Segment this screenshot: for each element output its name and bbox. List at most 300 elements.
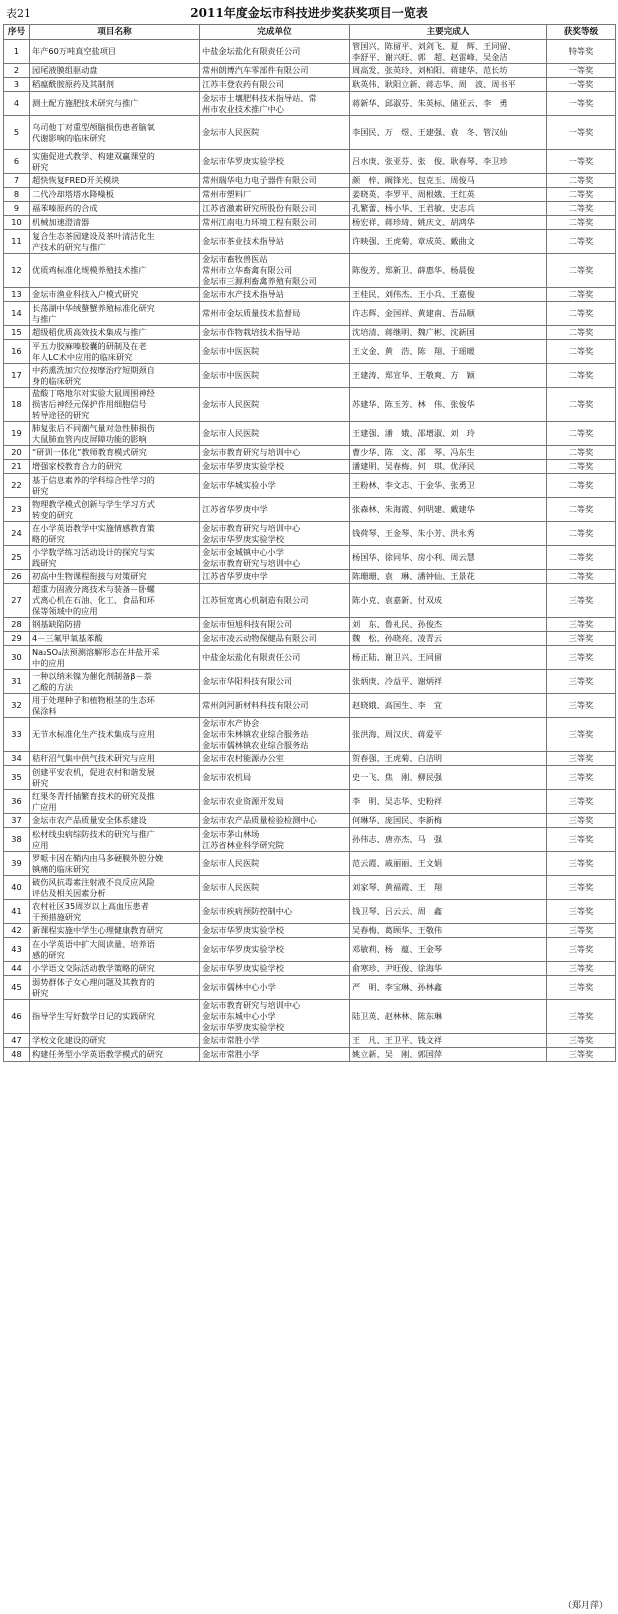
table-row [4,852,616,876]
main-contributors: 王粉林、李文志、于金华、张勇卫 [350,474,547,498]
award-level: 一等奖 [547,150,616,174]
main-contributors: 刘 东、鲁礼民、孙俊杰 [350,618,547,632]
row-number: 14 [4,302,30,326]
main-contributors: 张森林、朱海霞、何明建、戴建华 [350,498,547,522]
main-contributors: 钱荷琴、王金琴、朱小芳、洪永秀 [350,522,547,546]
row-number: 8 [4,188,30,202]
award-level: 二等奖 [547,230,616,254]
row-number: 32 [4,694,30,718]
project-name: Na₂SO₄法预测溶解形态在井盐开采 中的应用 [30,646,200,670]
main-contributors: 蒋新华、邱淑芬、朱英标、储亚云、李 勇 [350,92,547,116]
table-row [4,752,616,766]
award-level: 三等奖 [547,900,616,924]
completion-unit: 常州瑞华电力电子器件有限公司 [200,174,350,188]
main-contributors: 王文金、黄 浩、陈 翔、于瑶暖 [350,340,547,364]
award-level: 二等奖 [547,288,616,302]
project-name: 乌司他丁对重型颅脑损伤患者脑氧 代谢影响的临床研究 [30,116,200,150]
row-number: 27 [4,584,30,618]
award-level: 三等奖 [547,670,616,694]
completion-unit: 金坛市人民医院 [200,422,350,446]
project-name: 新课程实施中学生心理健康教育研究 [30,924,200,938]
main-contributors: 何琳华、庞国民、李新梅 [350,814,547,828]
row-number: 21 [4,460,30,474]
award-level: 二等奖 [547,174,616,188]
table-row [4,976,616,1000]
table-row [4,216,616,230]
table-row [4,694,616,718]
row-number: 47 [4,1034,30,1048]
award-table [3,24,616,1062]
project-name: 金坛市渔业科技入户模式研究 [30,288,200,302]
main-contributors: 周高发、张英玲、刘柏阳、蒋建华、范长坊 [350,64,547,78]
table-row [4,1034,616,1048]
award-level: 二等奖 [547,474,616,498]
table-row [4,938,616,962]
project-name: 一种以纳米镍为催化剂制备β－萘 乙酸的方法 [30,670,200,694]
table-row [4,446,616,460]
completion-unit: 金坛市畜牧兽医站 常州市立华畜禽有限公司 金坛市三源利畜禽养殖有限公司 [200,254,350,288]
project-name: 无节水标准化生产技术集成与应用 [30,718,200,752]
row-number: 25 [4,546,30,570]
award-level: 二等奖 [547,570,616,584]
main-contributors: 张洪海、周汉庆、蒋爱平 [350,718,547,752]
completion-unit: 金坛市恒旭科技有限公司 [200,618,350,632]
main-contributors: 邓敏莉、杨 蕴、王金琴 [350,938,547,962]
award-level: 三等奖 [547,694,616,718]
main-contributors: 俞寒珍、尹旺俊、徐海华 [350,962,547,976]
table-row [4,188,616,202]
award-level: 二等奖 [547,422,616,446]
main-contributors: 杨国华、徐同华、房小利、周云慧 [350,546,547,570]
main-contributors: 许志辉、金国祥、黄建南、吾品顺 [350,302,547,326]
row-number: 11 [4,230,30,254]
project-name: 小学数学练习活动设计的探究与实 践研究 [30,546,200,570]
editor-credit: （郑月萍） [562,1601,608,1611]
table-row [4,174,616,188]
completion-unit: 江苏省激素研究所股份有限公司 [200,202,350,216]
row-number: 41 [4,900,30,924]
completion-unit: 常州朗博汽车零部件有限公司 [200,64,350,78]
table-row [4,584,616,618]
table-row [4,474,616,498]
award-level: 二等奖 [547,216,616,230]
table-row [4,254,616,288]
row-number: 22 [4,474,30,498]
row-number: 23 [4,498,30,522]
completion-unit: 常州剑河新材料科技有限公司 [200,694,350,718]
award-level: 二等奖 [547,326,616,340]
row-number: 10 [4,216,30,230]
project-name: 小学语文交际活动教学策略的研究 [30,962,200,976]
award-level: 三等奖 [547,632,616,646]
table-row [4,460,616,474]
table-row [4,790,616,814]
project-name: 长荡湖中华绒螯蟹养殖标准化研究 与推广 [30,302,200,326]
row-number: 42 [4,924,30,938]
completion-unit: 金坛市华罗庚实验学校 [200,938,350,962]
award-level: 三等奖 [547,766,616,790]
project-name: 增强家校教育合力的研究 [30,460,200,474]
project-name: 弱势群体子女心理问题及其教育的 研究 [30,976,200,1000]
project-name: 超重力固液分离技术与装备－卧螺 式离心机在石油、化工、食品和环 保等领域中的应用 [30,584,200,618]
main-contributors: 孔繁蕾、杨小华、王君敏、史志兵 [350,202,547,216]
completion-unit: 金坛市人民医院 [200,876,350,900]
row-number: 39 [4,852,30,876]
award-level: 三等奖 [547,828,616,852]
main-contributors: 孙伟志、唐亦杰、马 强 [350,828,547,852]
completion-unit: 金坛市华罗庚实验学校 [200,460,350,474]
award-level: 三等奖 [547,852,616,876]
project-name: 松材线虫病综防技术的研究与推广 应用 [30,828,200,852]
row-number: 6 [4,150,30,174]
table-row [4,924,616,938]
project-name: 测土配方施肥技术研究与推广 [30,92,200,116]
project-name: 在小学英语教学中实施情感教育策 略的研究 [30,522,200,546]
completion-unit: 中盐金坛盐化有限责任公司 [200,40,350,64]
completion-unit: 江苏省华罗庚中学 [200,498,350,522]
table-row [4,498,616,522]
award-level: 二等奖 [547,522,616,546]
project-name: 园尾液膜组驱动盘 [30,64,200,78]
project-name: 破伤风抗毒素注射液不良反应风险 评估及相关因素分析 [30,876,200,900]
row-number: 19 [4,422,30,446]
main-contributors: 张炳庚、冷益平、谢炳祥 [350,670,547,694]
project-name: 初高中生物课程衔接与对策研究 [30,570,200,584]
completion-unit: 常州市塑料厂 [200,188,350,202]
project-name: 福苯嗪原药的合成 [30,202,200,216]
completion-unit: 金坛市人民医院 [200,852,350,876]
project-name: 指导学生写好数学日记的实践研究 [30,1000,200,1034]
row-number: 45 [4,976,30,1000]
row-number: 31 [4,670,30,694]
main-contributors: 钱卫琴、吕云云、周 鑫 [350,900,547,924]
award-level: 三等奖 [547,584,616,618]
completion-unit: 常州江南电力环境工程有限公司 [200,216,350,230]
main-contributors: 沈培清、蒋继明、魏广彬、沈新国 [350,326,547,340]
award-level: 二等奖 [547,388,616,422]
award-level: 三等奖 [547,1000,616,1034]
completion-unit: 中盐金坛盐化有限责任公司 [200,646,350,670]
table-row [4,814,616,828]
row-number: 3 [4,78,30,92]
row-number: 20 [4,446,30,460]
row-number: 12 [4,254,30,288]
completion-unit: 金坛市华罗庚实验学校 [200,150,350,174]
table-row [4,40,616,64]
award-level: 三等奖 [547,618,616,632]
table-header-line [6,4,612,22]
main-contributors: 颜 梓、阚锋光、包克玉、周俊马 [350,174,547,188]
award-level: 三等奖 [547,1048,616,1062]
award-level: 三等奖 [547,876,616,900]
row-number: 18 [4,388,30,422]
completion-unit: 金坛市水产协会 金坛市朱林镇农业综合服务站 金坛市儒林镇农业综合服务站 [200,718,350,752]
completion-unit: 金坛市水产技术指导站 [200,288,350,302]
award-level: 二等奖 [547,498,616,522]
project-name: 4－三氟甲氧基苯酸 [30,632,200,646]
project-name: 年产60万吨真空盐项目 [30,40,200,64]
project-name: 用于处理种子和植物根茎的生态环 保涂料 [30,694,200,718]
main-contributors: 贺春强、王虎菊、白洁明 [350,752,547,766]
table-row [4,570,616,584]
col-header-no: 序号 [4,25,30,40]
award-level: 三等奖 [547,752,616,766]
completion-unit: 金坛市农村能源办公室 [200,752,350,766]
row-number: 38 [4,828,30,852]
completion-unit: 金坛市常胜小学 [200,1034,350,1048]
project-name: 稻瘟酰胺原药及其制剂 [30,78,200,92]
table-row [4,632,616,646]
completion-unit: 金坛市教育研究与培训中心 金坛市东城中心小学 金坛市华罗庚实验学校 [200,1000,350,1034]
main-contributors: 李 明、吴志华、史粉祥 [350,790,547,814]
completion-unit: 金坛市茅山林场 江苏省林业科学研究院 [200,828,350,852]
table-row [4,302,616,326]
main-contributors: 陆卫英、赵林林、陈东琳 [350,1000,547,1034]
header-row [4,25,616,40]
table-row [4,364,616,388]
col-header-unit: 完成单位 [200,25,350,40]
main-contributors: 魏 松、孙晓亮、凌青云 [350,632,547,646]
row-number: 44 [4,962,30,976]
project-name: 超快恢复FRED开关模块 [30,174,200,188]
award-level: 三等奖 [547,976,616,1000]
table-row [4,202,616,216]
award-level: 二等奖 [547,460,616,474]
row-number: 2 [4,64,30,78]
main-contributors: 姜晓英、李罗平、周根娥、王红英 [350,188,547,202]
main-contributors: 管国兴、陈留平、刘剑飞、夏 辉、王同留、 李舒平、谢兴旺、郭 超、赵雷峰、吴金洁 [350,40,547,64]
award-level: 二等奖 [547,254,616,288]
main-contributors: 吕水庚、张亚芬、张 俊、耿春琴、李卫珍 [350,150,547,174]
main-contributors: 吴春梅、葛顾华、王敬伟 [350,924,547,938]
award-level: 一等奖 [547,92,616,116]
project-name: 红果冬青扦插繁育技术的研究及推 广应用 [30,790,200,814]
table-row [4,646,616,670]
row-number: 26 [4,570,30,584]
table-row [4,546,616,570]
table-row [4,422,616,446]
project-name: 中药熏洗加穴位按摩治疗短期颈自 身的临床研究 [30,364,200,388]
page-title: 2011年度金坛市科技进步奖获奖项目一览表 [190,6,428,20]
completion-unit: 金坛市儒林中心小学 [200,976,350,1000]
award-level: 三等奖 [547,790,616,814]
completion-unit: 金坛市作物栽培技术指导站 [200,326,350,340]
project-name: 创建平安农机，促进农村和谐发展 研究 [30,766,200,790]
completion-unit: 金坛市教育研究与培训中心 [200,446,350,460]
table-row [4,92,616,116]
table-row [4,116,616,150]
table-row [4,1048,616,1062]
project-name: 物理教学模式创新与学生学习方式 转变的研究 [30,498,200,522]
project-name: 超级稻优质高效技术集成与推广 [30,326,200,340]
table-row [4,962,616,976]
completion-unit: 金坛市人民医院 [200,388,350,422]
main-contributors: 陈俊芳、郑新卫、薛惠华、杨晨俊 [350,254,547,288]
row-number: 40 [4,876,30,900]
award-level: 三等奖 [547,938,616,962]
completion-unit: 金坛市华阳科技有限公司 [200,670,350,694]
main-contributors: 史一飞、焦 刚、柳民强 [350,766,547,790]
row-number: 28 [4,618,30,632]
completion-unit: 金坛市凌云动物保健品有限公司 [200,632,350,646]
project-name: 平五力胶麻嗪胶囊的研制及在老 年人LC术中应用的临床研究 [30,340,200,364]
main-contributors: 杨宏祥、蒋珍琦、姚庆文、胡鸿华 [350,216,547,230]
completion-unit: 金坛市中医医院 [200,340,350,364]
main-contributors: 严 明、李宝琳、孙林鑫 [350,976,547,1000]
award-level: 三等奖 [547,1034,616,1048]
table-row [4,766,616,790]
table-row [4,876,616,900]
table-row [4,288,616,302]
award-level: 一等奖 [547,116,616,150]
table-row [4,1000,616,1034]
project-name: 构建任务型小学英语教学模式的研究 [30,1048,200,1062]
award-level: 三等奖 [547,718,616,752]
award-level: 三等奖 [547,646,616,670]
project-name: 盐酸丁咯地尔对实验大鼠周围神经 损害后神经元保护作用细胞信号 转导途径的研究 [30,388,200,422]
project-name: 实施促进式教学、构建双赢课堂的 研究 [30,150,200,174]
award-level: 一等奖 [547,78,616,92]
project-name: 农村社区35周岁以上高血压患者 干预措施研究 [30,900,200,924]
table-body [4,40,616,1062]
completion-unit: 金坛市疾病预防控制中心 [200,900,350,924]
row-number: 13 [4,288,30,302]
award-level: 三等奖 [547,962,616,976]
project-name: 二代冷却塔塔水降噪板 [30,188,200,202]
main-contributors: 陈珊珊、袁 琳、潘钟仙、王景花 [350,570,547,584]
main-contributors: 耿英伟、耿阳立新、蒋志华、周 波、周书平 [350,78,547,92]
row-number: 15 [4,326,30,340]
table-row [4,230,616,254]
col-header-level: 获奖等级 [547,25,616,40]
table-row [4,900,616,924]
project-name: 钢基缺陷防措 [30,618,200,632]
project-name: 在小学英语中扩大阅读量、培养语 感的研究 [30,938,200,962]
completion-unit: 常州市金坛质量技术监督局 [200,302,350,326]
table-row [4,64,616,78]
main-contributors: 潘建明、吴春梅、何 琪、优泽民 [350,460,547,474]
row-number: 7 [4,174,30,188]
row-number: 36 [4,790,30,814]
project-name: 秸秆沼气集中供气技术研究与应用 [30,752,200,766]
table-row [4,718,616,752]
main-contributors: 王桂民、刘伟杰、王小兵、王嘉俊 [350,288,547,302]
table-row [4,150,616,174]
table-row [4,522,616,546]
table-row [4,340,616,364]
main-contributors: 许映强、王虎菊、章成英、戴曲文 [350,230,547,254]
main-contributors: 苏建华、陈玉芳、林 伟、张俊华 [350,388,547,422]
row-number: 48 [4,1048,30,1062]
award-level: 二等奖 [547,188,616,202]
award-level: 三等奖 [547,814,616,828]
award-level: 二等奖 [547,302,616,326]
row-number: 9 [4,202,30,216]
main-contributors: 刘家琴、黄福霞、王 翔 [350,876,547,900]
award-level: 二等奖 [547,446,616,460]
main-contributors: 王 凡、王卫平、钱文祥 [350,1034,547,1048]
completion-unit: 金坛市华罗庚实验学校 [200,962,350,976]
completion-unit: 金坛市中医医院 [200,364,350,388]
row-number: 34 [4,752,30,766]
main-contributors: 杨正陆、谢卫兴、王同留 [350,646,547,670]
completion-unit: 江苏省华罗庚中学 [200,570,350,584]
completion-unit: 江苏丰登农药有限公司 [200,78,350,92]
main-contributors: 曹少华、陈 文、邵 琴、冯东生 [350,446,547,460]
completion-unit: 金坛市茶业技术指导站 [200,230,350,254]
table-row [4,326,616,340]
project-name: 复合生态茶园建设及茶叶清洁化生 产技术的研究与推广 [30,230,200,254]
project-name: 金坛市农产品质量安全体系建设 [30,814,200,828]
project-name: 基于信息素养的学科综合性学习的 研究 [30,474,200,498]
award-level: 二等奖 [547,364,616,388]
main-contributors: 陈小克、袁嘉新、付双成 [350,584,547,618]
row-number: 24 [4,522,30,546]
main-contributors: 姚立新、吴 刚、郭国萍 [350,1048,547,1062]
row-number: 29 [4,632,30,646]
table-row [4,618,616,632]
award-level: 特等奖 [547,40,616,64]
row-number: 30 [4,646,30,670]
main-contributors: 王建强、潘 娥、邵增淑、刘 玲 [350,422,547,446]
project-name: “研训一体化”教师教育模式研究 [30,446,200,460]
table-row [4,828,616,852]
completion-unit: 金坛市农产品质量检验检测中心 [200,814,350,828]
table-number: 表21 [6,7,31,20]
project-name: 机械加速澄清器 [30,216,200,230]
completion-unit: 金坛市农机局 [200,766,350,790]
row-number: 5 [4,116,30,150]
award-level: 二等奖 [547,202,616,216]
completion-unit: 金坛市金城镇中心小学 金坛市教育研究与培训中心 [200,546,350,570]
completion-unit: 金坛市华城实验小学 [200,474,350,498]
main-contributors: 李国民、万 煜、王建强、袁 冬、管汉仙 [350,116,547,150]
col-header-project: 项目名称 [30,25,200,40]
row-number: 4 [4,92,30,116]
row-number: 33 [4,718,30,752]
row-number: 16 [4,340,30,364]
main-contributors: 范云霞、戚丽丽、王文娟 [350,852,547,876]
project-name: 罗哌卡因在鞘内由马多硬膜外腔分娩 镇痛的临床研究 [30,852,200,876]
table-row [4,670,616,694]
completion-unit: 金坛市教育研究与培训中心 金坛市华罗庚实验学校 [200,522,350,546]
completion-unit: 金坛市华罗庚实验学校 [200,924,350,938]
row-number: 46 [4,1000,30,1034]
row-number: 17 [4,364,30,388]
col-header-people: 主要完成人 [350,25,547,40]
table-row [4,388,616,422]
row-number: 43 [4,938,30,962]
award-level: 二等奖 [547,340,616,364]
completion-unit: 金坛市常胜小学 [200,1048,350,1062]
award-level: 一等奖 [547,64,616,78]
table-row [4,78,616,92]
completion-unit: 金坛市农业资源开发局 [200,790,350,814]
project-name: 学校文化建设的研究 [30,1034,200,1048]
award-level: 二等奖 [547,546,616,570]
project-name: 优质鸡标准化规模养殖技术推广 [30,254,200,288]
completion-unit: 金坛市人民医院 [200,116,350,150]
row-number: 35 [4,766,30,790]
main-contributors: 王建涛、郑宣华、王敬爽、方 颖 [350,364,547,388]
row-number: 1 [4,40,30,64]
completion-unit: 江苏恒宽离心机制造有限公司 [200,584,350,618]
award-level: 三等奖 [547,924,616,938]
project-name: 肺复张后不同潮气量对急性肺损伤 大鼠肺血管内皮屏障功能的影响 [30,422,200,446]
main-contributors: 赵晓娥、高国生、李 宜 [350,694,547,718]
row-number: 37 [4,814,30,828]
completion-unit: 金坛市土壤肥料技术指导站、常 州市农业技术推广中心 [200,92,350,116]
